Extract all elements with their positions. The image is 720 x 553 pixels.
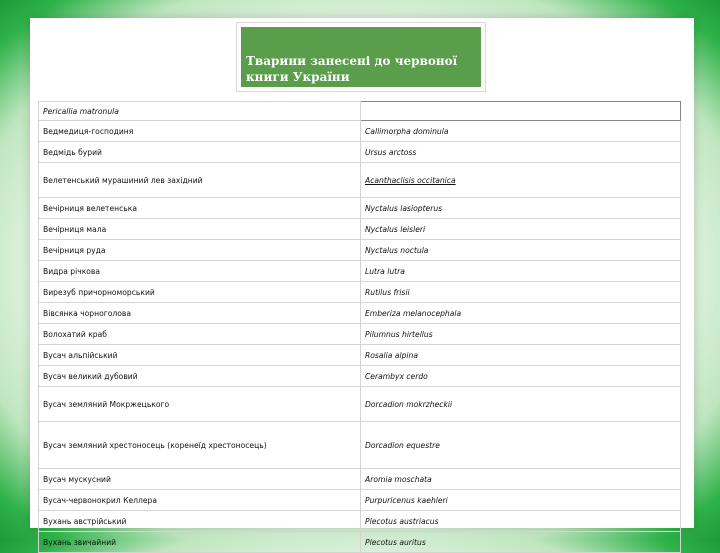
table-row [39, 469, 681, 490]
table-row [39, 163, 681, 198]
table-row [39, 422, 681, 469]
latin-name-cell: Rutilus frisii [361, 282, 681, 303]
ukrainian-name-cell: Вусач альпійський [39, 345, 361, 366]
table-row [39, 366, 681, 387]
ukrainian-name-cell: Волохатий краб [39, 324, 361, 345]
latin-name-link[interactable]: Acanthaclisis occitanica [361, 163, 681, 198]
ukrainian-name-cell: Вечірниця велетенська [39, 198, 361, 219]
latin-name-cell: Dorcadion equestre [361, 422, 681, 469]
latin-name-cell: Cerambyx cerdo [361, 366, 681, 387]
table-row [39, 261, 681, 282]
latin-name-cell: Emberiza melanocephala [361, 303, 681, 324]
table-row [39, 303, 681, 324]
latin-name-cell: Lutra lutra [361, 261, 681, 282]
ukrainian-name-cell: Вусач-червонокрил Келлера [39, 490, 361, 511]
table-row [39, 142, 681, 163]
table-row [39, 345, 681, 366]
ukrainian-name-cell: Ведмідь бурий [39, 142, 361, 163]
ukrainian-name-cell: Вухань австрійський [39, 511, 361, 532]
table-row [39, 511, 681, 532]
table-row [39, 240, 681, 261]
latin-name-cell: Nyctalus lasiopterus [361, 198, 681, 219]
ukrainian-name-cell: Вирезуб причорноморський [39, 282, 361, 303]
ukrainian-name-cell: Вусач великий дубовий [39, 366, 361, 387]
latin-name-cell: Rosalia alpina [361, 345, 681, 366]
slide-title: Тварини занесені до червоної книги України [246, 54, 458, 84]
latin-name-cell: Nyctalus leisleri [361, 219, 681, 240]
ukrainian-name-cell: Ведмедиця-господиня [39, 121, 361, 142]
latin-name-cell: Callimorpha dominula [361, 121, 681, 142]
latin-name-cell: Plecotus austriacus [361, 511, 681, 532]
ukrainian-name-cell: Вусач мускусний [39, 469, 361, 490]
latin-name-cell: Nyctalus noctula [361, 240, 681, 261]
latin-name-cell [361, 102, 681, 121]
table-row [39, 324, 681, 345]
ukrainian-name-cell: Вечірниця мала [39, 219, 361, 240]
ukrainian-name-cell: Вухань звичайний [39, 532, 361, 553]
ukrainian-name-cell: Видра річкова [39, 261, 361, 282]
latin-name-cell: Pilumnus hirtellus [361, 324, 681, 345]
table-row [39, 282, 681, 303]
ukrainian-name-cell: Вусач земляний хрестоносець (коренеїд хрестоносець) [39, 422, 361, 469]
table-row [39, 102, 681, 121]
latin-name-cell: Plecotus auritus [361, 532, 681, 553]
ukrainian-name-cell: Велетенський мурашиний лев західний [39, 163, 361, 198]
ukrainian-name-cell: Pericallia matronula [39, 102, 361, 121]
ukrainian-name-cell: Вівсянка чорноголова [39, 303, 361, 324]
table-row [39, 121, 681, 142]
latin-name-cell: Purpuricenus kaehleri [361, 490, 681, 511]
species-table [38, 101, 681, 553]
table-row [39, 198, 681, 219]
table-row [39, 532, 681, 553]
latin-name-cell: Aromia moschata [361, 469, 681, 490]
title-banner [241, 27, 481, 87]
ukrainian-name-cell: Вечірниця руда [39, 240, 361, 261]
title-box [236, 22, 486, 92]
table-row [39, 219, 681, 240]
latin-name-cell: Ursus arctoss [361, 142, 681, 163]
table-row [39, 490, 681, 511]
latin-name-cell: Dorcadion mokrzheckii [361, 387, 681, 422]
table-row [39, 387, 681, 422]
ukrainian-name-cell: Вусач земляний Мокржецького [39, 387, 361, 422]
